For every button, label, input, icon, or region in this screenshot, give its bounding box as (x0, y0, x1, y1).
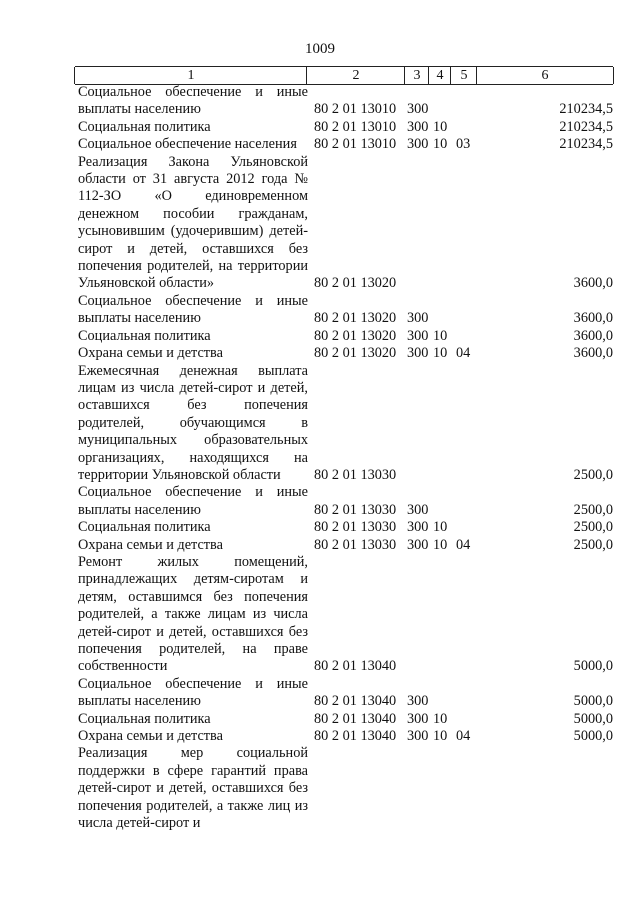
row-name: Социальное обеспечение и иные выплаты населению (78, 484, 308, 518)
row-name: Социальное обеспечение населения (78, 136, 297, 153)
row-col3: 300 (407, 327, 429, 344)
row-code: 80 2 01 13020 (314, 327, 397, 344)
table-row (78, 554, 613, 676)
row-col5: 04 (456, 345, 471, 362)
row-col5: 04 (456, 536, 471, 553)
table-row (78, 119, 613, 136)
row-col4: 10 (433, 136, 448, 153)
row-col5: 03 (456, 136, 471, 153)
row-amount: 210234,5 (559, 136, 613, 153)
row-col3: 300 (407, 118, 429, 135)
row-name: Охрана семьи и детства (78, 728, 223, 745)
row-col3: 300 (407, 536, 429, 553)
table-row (78, 676, 613, 711)
row-amount: 2500,0 (573, 501, 613, 518)
table-row (78, 484, 613, 519)
row-code: 80 2 01 13020 (314, 345, 397, 362)
row-code: 80 2 01 13040 (314, 710, 397, 727)
row-name: Реализация Закона Ульяновской области от 31 августа 2012 года № 112-ЗО «О единовременном денежном пособии гражданам, усыновившим (удочерившим) детей-сирот и детей, оставшихся без попечения родителей, на территории Ульяновской области» (78, 153, 308, 292)
row-col3: 300 (407, 101, 429, 118)
row-col3: 300 (407, 693, 429, 710)
row-name: Социальное обеспечение и иные выплаты населению (78, 84, 308, 118)
table-row (78, 745, 613, 832)
row-name: Социальное обеспечение и иные выплаты населению (78, 675, 308, 710)
row-col4: 10 (433, 118, 448, 135)
table-body (78, 84, 613, 832)
header-col-3: 3 (404, 67, 429, 84)
table-row (78, 711, 613, 728)
row-col4: 10 (433, 345, 448, 362)
table-row (78, 84, 613, 119)
row-name: Социальная политика (78, 327, 211, 344)
row-col4: 10 (433, 536, 448, 553)
row-name: Социальная политика (78, 519, 211, 536)
row-code: 80 2 01 13040 (314, 728, 397, 745)
row-name: Охрана семьи и детства (78, 345, 223, 362)
row-col4: 10 (433, 327, 448, 344)
row-col3: 300 (407, 136, 429, 153)
row-code: 80 2 01 13040 (314, 693, 397, 710)
row-code: 80 2 01 13030 (314, 536, 397, 553)
row-col5: 04 (456, 728, 471, 745)
row-code: 80 2 01 13040 (314, 658, 397, 675)
table-row (78, 345, 613, 362)
table-header (75, 66, 613, 85)
row-amount: 3600,0 (573, 345, 613, 362)
row-col3: 300 (407, 728, 429, 745)
row-col3: 300 (407, 501, 429, 518)
row-name: Ремонт жилых помещений, принадлежащих детям-сиротам и детям, оставшимся без попечения родителей, а также лицам из числа детей-сирот и детей, оставшихся без попечения родителей, на праве собственности (78, 553, 308, 675)
page-number: 1009 (305, 41, 335, 57)
row-amount: 5000,0 (573, 693, 613, 710)
row-name: Социальная политика (78, 710, 211, 727)
table-row (78, 519, 613, 536)
row-col3: 300 (407, 519, 429, 536)
row-code: 80 2 01 13010 (314, 101, 397, 118)
table-row (78, 363, 613, 485)
row-col3: 300 (407, 345, 429, 362)
table-row (78, 328, 613, 345)
row-name: Охрана семьи и детства (78, 536, 223, 553)
row-col3: 300 (407, 710, 429, 727)
table-row (78, 136, 613, 153)
row-col3: 300 (407, 310, 429, 327)
row-name: Социальное обеспечение и иные выплаты населению (78, 292, 308, 327)
row-code: 80 2 01 13030 (314, 501, 397, 518)
row-code: 80 2 01 13030 (314, 466, 397, 483)
row-amount: 3600,0 (573, 275, 613, 292)
row-amount: 5000,0 (573, 658, 613, 675)
header-col-4: 4 (428, 67, 451, 84)
row-amount: 2500,0 (573, 536, 613, 553)
row-amount: 5000,0 (573, 728, 613, 745)
row-code: 80 2 01 13010 (314, 118, 397, 135)
table-row (78, 537, 613, 554)
table-row (78, 293, 613, 328)
header-col-6: 6 (476, 67, 614, 84)
row-code: 80 2 01 13020 (314, 310, 397, 327)
header-col-5: 5 (450, 67, 477, 84)
row-code: 80 2 01 13020 (314, 275, 397, 292)
row-name: Социальная политика (78, 118, 211, 135)
row-code: 80 2 01 13030 (314, 519, 397, 536)
row-col4: 10 (433, 519, 448, 536)
row-amount: 210234,5 (559, 118, 613, 135)
row-code: 80 2 01 13010 (314, 136, 397, 153)
header-col-2: 2 (306, 67, 405, 84)
table-row (78, 728, 613, 745)
row-amount: 5000,0 (573, 710, 613, 727)
row-name: Ежемесячная денежная выплата лицам из числа детей-сирот и детей, оставшихся без попечения родителей, обучающимся в муниципальных образовательных организациях, находящихся на территории Ульяновской области (78, 362, 308, 483)
row-amount: 2500,0 (573, 519, 613, 536)
row-col4: 10 (433, 728, 448, 745)
row-amount: 210234,5 (559, 101, 613, 118)
row-amount: 3600,0 (573, 327, 613, 344)
row-amount: 2500,0 (573, 466, 613, 483)
row-col4: 10 (433, 710, 448, 727)
header-col-1: 1 (74, 67, 307, 84)
table-row (78, 154, 613, 293)
row-amount: 3600,0 (573, 310, 613, 327)
row-name: Реализация мер социальной поддержки в сфере гарантий права детей-сирот и детей, оставшихся без попечения родителей, а также лиц из числа детей-сирот и (78, 745, 308, 832)
